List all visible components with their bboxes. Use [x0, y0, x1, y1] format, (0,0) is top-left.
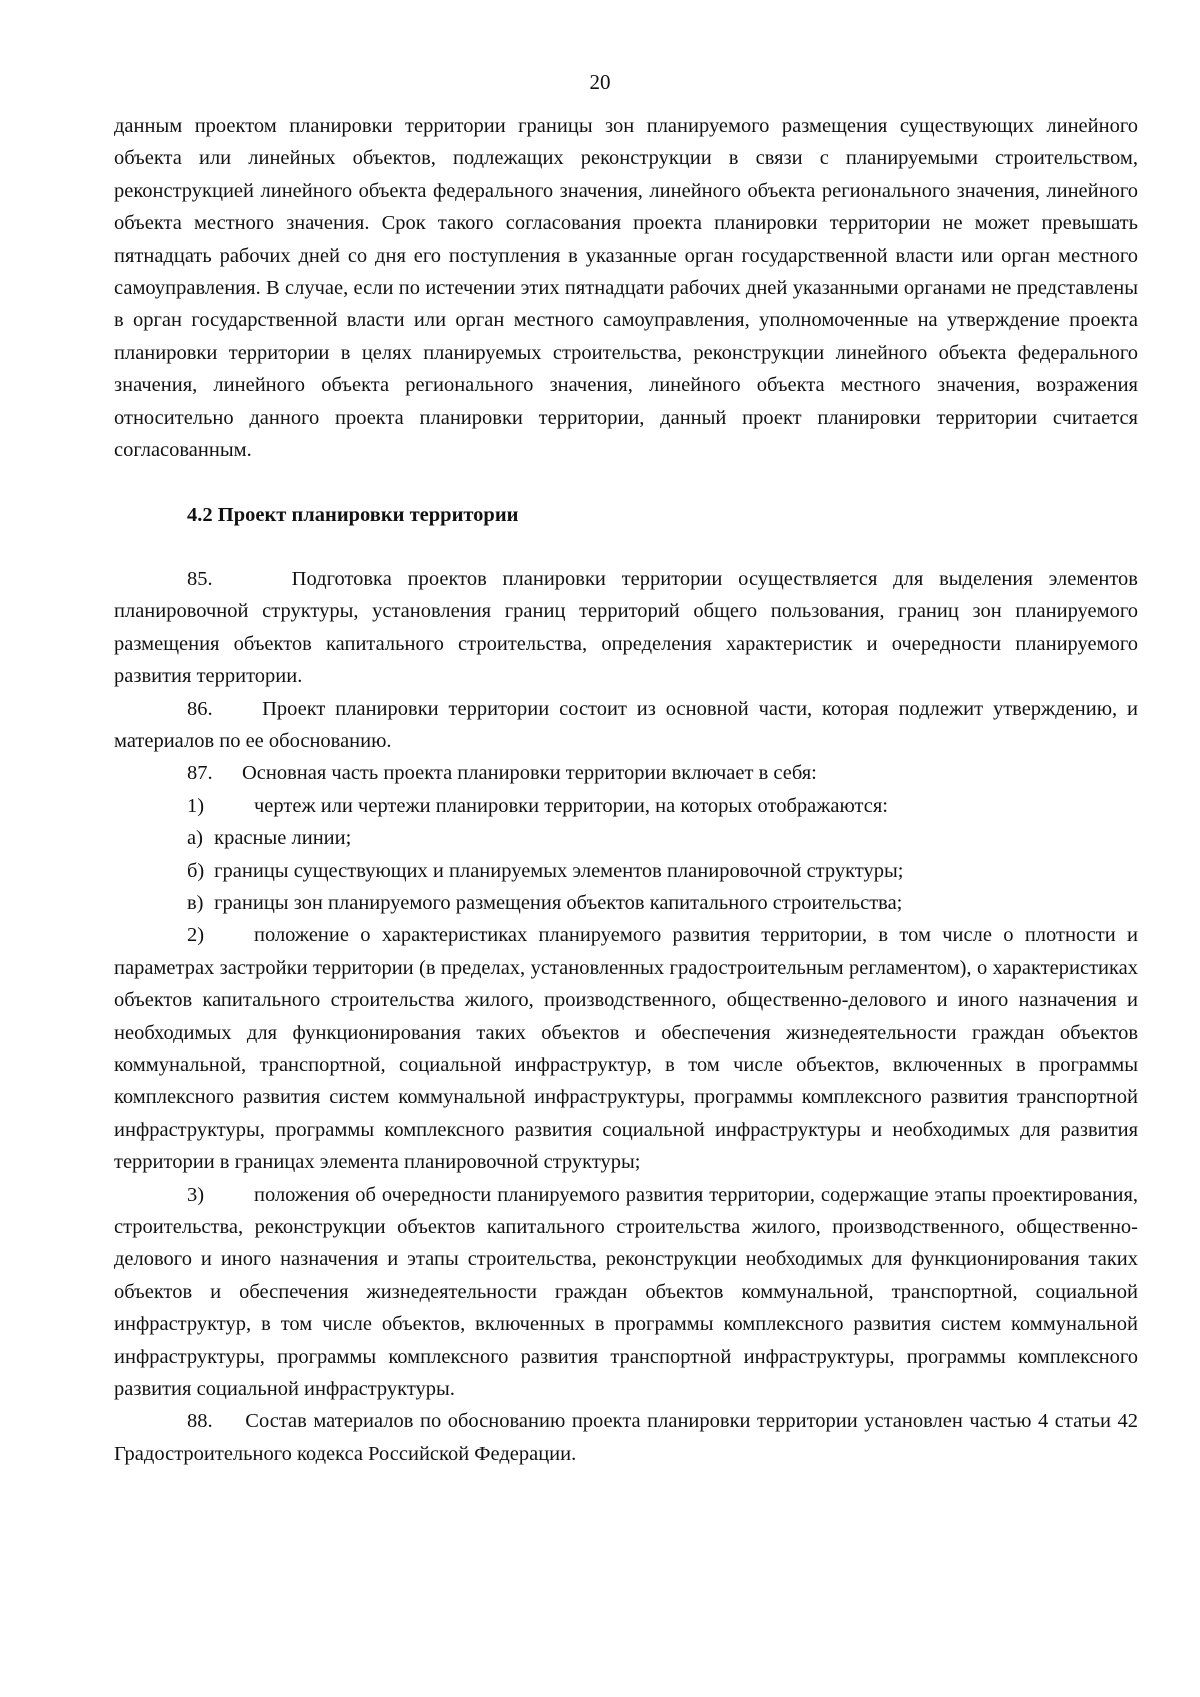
list-number: 2) — [187, 924, 205, 947]
paragraph-86 — [114, 693, 1138, 758]
list-number: 3) — [187, 1183, 205, 1206]
sub-item-c — [114, 887, 1138, 919]
sub-item-letter: а) — [187, 827, 203, 850]
paragraph-text: Подготовка проектов планировки территории осуществляется для выделения элементов планировочной структуры, установления границ территорий общего пользования, границ зон планируемого размещения объектов капитального строительства, определения характеристик и очередности планируемого развития территории. — [114, 567, 1138, 688]
sub-item-text: красные линии; — [214, 827, 352, 850]
list-item-1 — [114, 790, 1138, 822]
paragraph-number: 85. — [187, 567, 213, 590]
sub-item-letter: в) — [187, 891, 204, 914]
paragraph-85 — [114, 563, 1138, 693]
page-number: 20 — [589, 70, 611, 94]
list-text: чертеж или чертежи планировки территории, на которых отображаются: — [254, 794, 888, 817]
paragraph-88 — [114, 1405, 1138, 1470]
sub-item-text: границы зон планируемого размещения объектов капитального строительства; — [214, 891, 903, 914]
list-text: положения об очередности планируемого развития территории, содержащие этапы проектирования, строительства, реконструкции объектов капитального строительства жилого, производственного, общественно-делового и иного назначения и этапы строительства, реконструкции необходимых для функционирования таких объектов и обеспечения жизнедеятельности граждан объектов коммунальной, транспортной, социальной инфраструктур, в том числе объектов, включенных в программы комплексного развития систем коммунальной инфраструктуры, программы комплексного развития транспортной инфраструктуры, программы комплексного развития социальной инфраструктуры. — [114, 1183, 1138, 1401]
paragraph-number: 86. — [187, 697, 213, 720]
paragraph-87 — [114, 757, 1138, 789]
page-content — [114, 110, 1138, 1470]
paragraph-number: 88. — [187, 1410, 213, 1433]
paragraph-text: Состав материалов по обоснованию проекта планировки территории установлен частью 4 статьи 42 Градостроительного кодекса Российской Федерации. — [114, 1410, 1138, 1465]
paragraph-text: Основная часть проекта планировки территории включает в себя: — [242, 762, 817, 785]
sub-item-b — [114, 855, 1138, 887]
paragraph-text: Проект планировки территории состоит из основной части, которая подлежит утверждению, и материалов по ее обоснованию. — [114, 697, 1138, 752]
sub-item-text: границы существующих и планируемых элементов планировочной структуры; — [214, 859, 904, 882]
list-text: положение о характеристиках планируемого развития территории, в том числе о плотности и параметрах застройки территории (в пределах, установленных градостроительным регламентом), о характеристиках объектов капитального строительства жилого, производственного, общественно-делового и иного назначения и необходимых для функционирования таких объектов и обеспечения жизнедеятельности граждан объектов коммунальной, транспортной, социальной инфраструктур, в том числе объектов, включенных в программы комплексного развития систем коммунальной инфраструктуры, программы комплексного развития транспортной инфраструктуры, программы комплексного развития социальной инфраструктуры и необходимых для развития территории в границах элемента планировочной структуры; — [114, 924, 1138, 1174]
list-number: 1) — [187, 794, 205, 817]
list-item-2 — [114, 919, 1138, 1178]
intro-paragraph: данным проектом планировки территории границы зон планируемого размещения существующих линейного объекта или линейных объектов, подлежащих реконструкции в связи с планируемыми строительством, реконструкцией линейного объекта федерального значения, линейного объекта регионального значения, линейного объекта местного значения. Срок такого согласования проекта планировки территории не может превышать пятнадцать рабочих дней со дня его поступления в указанные орган государственной власти или орган местного самоуправления. В случае, если по истечении этих пятнадцати рабочих дней указанными органами не представлены в орган государственной власти или орган местного самоуправления, уполномоченные на утверждение проекта планировки территории в целях планируемых строительства, реконструкции линейного объекта федерального значения, линейного объекта регионального значения, линейного объекта местного значения, возражения относительно данного проекта планировки территории, данный проект планировки территории считается согласованным. — [114, 115, 1138, 462]
list-item-3 — [114, 1179, 1138, 1406]
sub-item-letter: б) — [187, 859, 205, 882]
paragraph-number: 87. — [187, 762, 213, 785]
section-heading: 4.2 Проект планировки территории — [187, 504, 519, 527]
sub-item-a — [114, 822, 1138, 854]
